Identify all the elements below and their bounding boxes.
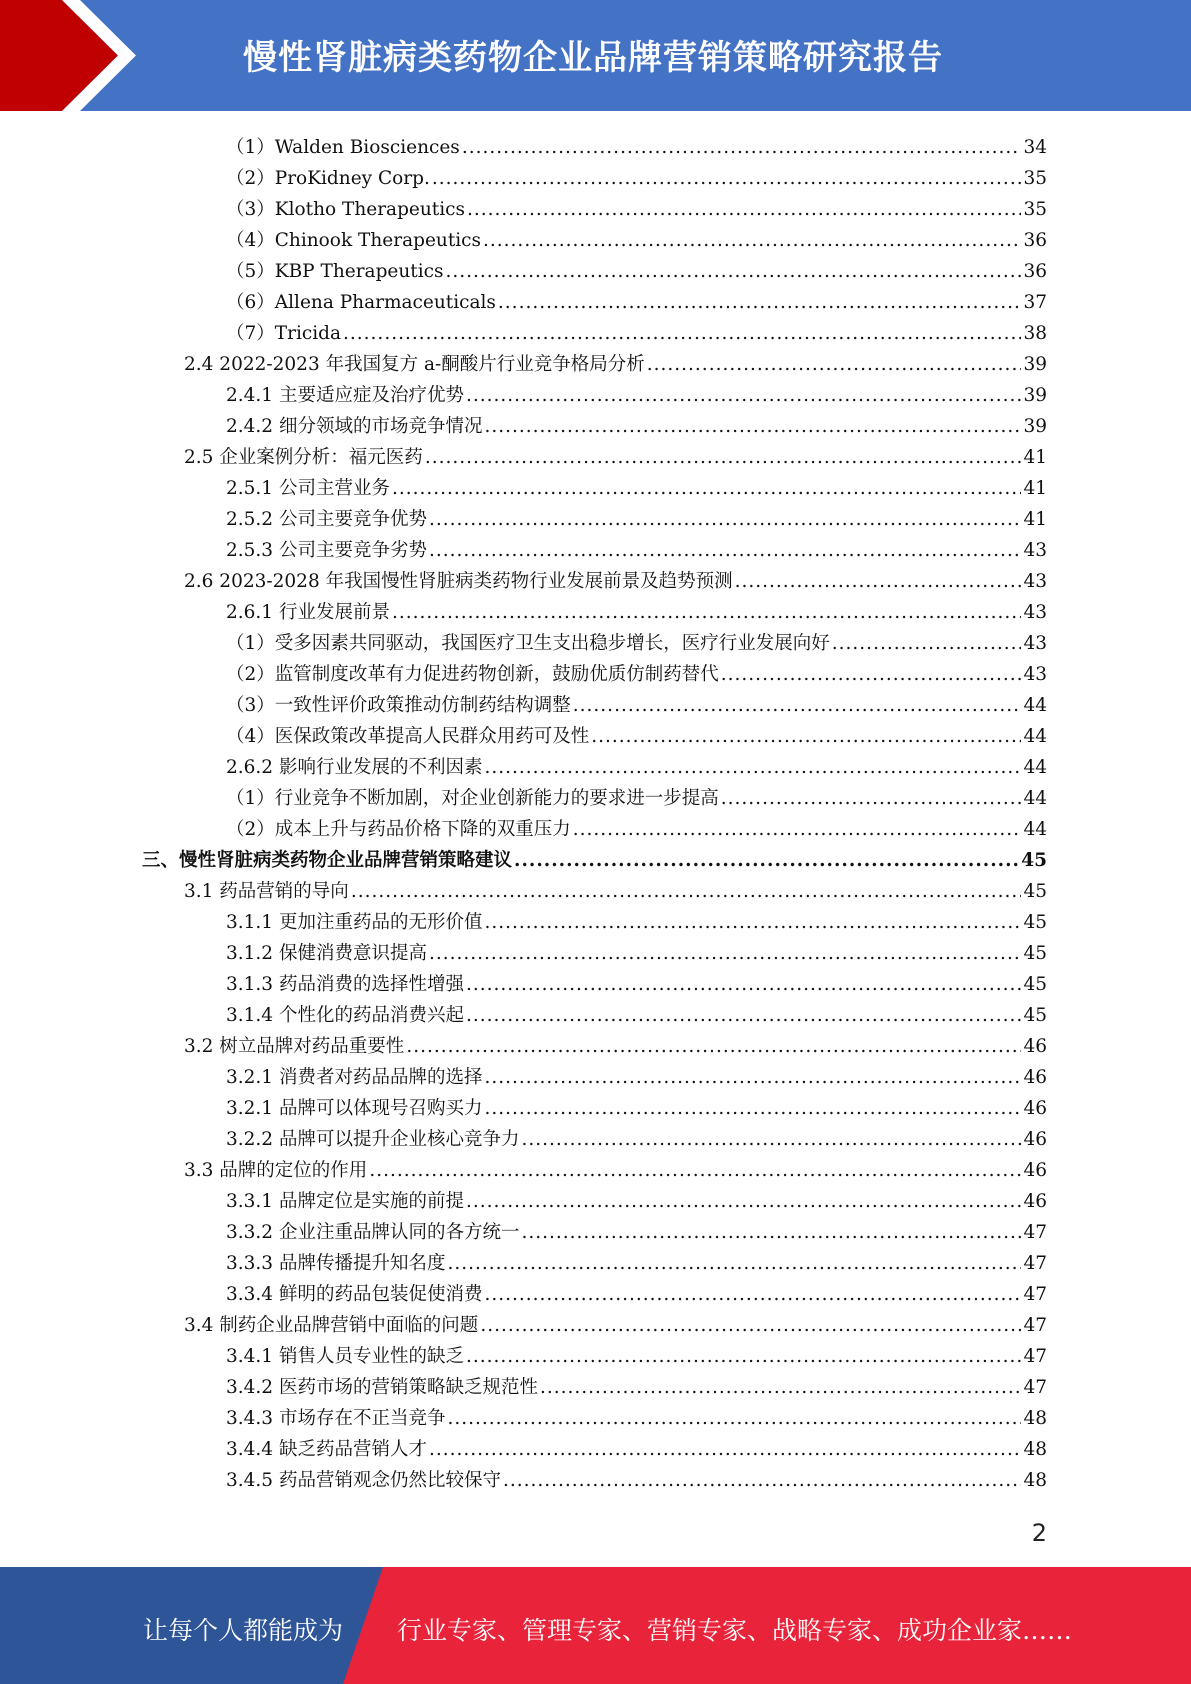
toc-entry[interactable] (184, 872, 1047, 903)
toc-entry[interactable] (226, 407, 1047, 438)
toc-dot-leader (503, 1470, 1021, 1492)
toc-entry-title: 3.4.1 销售人员专业性的缺乏 (226, 1346, 464, 1367)
toc-entry[interactable] (226, 934, 1047, 965)
toc-dot-leader (498, 292, 1022, 314)
toc-entry-page: 41 (1023, 509, 1047, 530)
toc-entry-page: 41 (1023, 447, 1047, 468)
toc-entry-page: 39 (1023, 416, 1047, 437)
toc-entry-title: （1）Walden Biosciences (226, 137, 460, 158)
toc-dot-leader (484, 912, 1021, 934)
toc-entry-page: 45 (1023, 974, 1047, 995)
toc-entry-page: 34 (1023, 137, 1047, 158)
toc-entry-title: 3.3 品牌的定位的作用 (184, 1160, 368, 1181)
toc-entry-title: （4）医保政策改革提高人民群众用药可及性 (226, 726, 590, 747)
toc-entry-page: 46 (1023, 1036, 1047, 1057)
toc-entry[interactable] (226, 1368, 1047, 1399)
toc-dot-leader (573, 819, 1022, 841)
toc-entry-page: 47 (1023, 1222, 1047, 1243)
toc-entry-page: 48 (1023, 1408, 1047, 1429)
toc-entry-page: 38 (1023, 323, 1047, 344)
toc-entry-page: 46 (1023, 1160, 1047, 1181)
toc-entry-title: （2）监管制度改革有力促进药物创新，鼓励优质仿制药替代 (226, 664, 719, 685)
toc-entry-page: 43 (1023, 571, 1047, 592)
toc-entry[interactable] (226, 1244, 1047, 1275)
toc-entry[interactable] (226, 717, 1047, 748)
toc-dot-leader (721, 788, 1022, 810)
toc-entry[interactable] (184, 1306, 1047, 1337)
toc-dot-leader (392, 602, 1021, 624)
toc-entry-page: 43 (1023, 602, 1047, 623)
toc-entry-title: （5）KBP Therapeutics (226, 261, 444, 282)
toc-dot-leader (406, 1036, 1021, 1058)
toc-dot-leader (351, 881, 1022, 903)
toc-dot-leader (484, 1067, 1021, 1089)
red-chevron-decoration (0, 0, 150, 111)
toc-entry[interactable] (226, 283, 1047, 314)
toc-entry-page: 43 (1023, 664, 1047, 685)
toc-entry-title: 3.1.3 药品消费的选择性增强 (226, 974, 464, 995)
toc-entry-title: 2.4 2022-2023 年我国复方 a-酮酸片行业竞争格局分析 (184, 354, 645, 375)
toc-dot-leader (721, 664, 1022, 686)
toc-dot-leader (480, 1315, 1021, 1337)
toc-entry-title: 3.4.3 市场存在不正当竞争 (226, 1408, 446, 1429)
toc-entry-page: 47 (1023, 1346, 1047, 1367)
toc-dot-leader (429, 509, 1021, 531)
toc-entry-page: 48 (1023, 1470, 1047, 1491)
report-title: 慢性肾脏病类药物企业品牌营销策略研究报告 (243, 38, 943, 78)
toc-entry[interactable] (226, 593, 1047, 624)
toc-entry-page: 41 (1023, 478, 1047, 499)
toc-dot-leader (466, 385, 1021, 407)
toc-entry[interactable] (226, 469, 1047, 500)
toc-entry[interactable] (184, 438, 1047, 469)
toc-dot-leader (466, 1005, 1021, 1027)
toc-dot-leader (392, 478, 1021, 500)
toc-dot-leader (343, 323, 1021, 345)
toc-dot-leader (484, 1098, 1021, 1120)
toc-dot-leader (521, 1222, 1021, 1244)
toc-entry-title: 2.4.1 主要适应症及治疗优势 (226, 385, 464, 406)
toc-entry-page: 47 (1023, 1253, 1047, 1274)
toc-entry[interactable] (226, 810, 1047, 841)
toc-dot-leader (647, 354, 1022, 376)
toc-dot-leader (429, 540, 1021, 562)
toc-entry-title: 2.5.1 公司主营业务 (226, 478, 390, 499)
toc-entry-page: 44 (1023, 695, 1047, 716)
toc-entry-page: 47 (1023, 1284, 1047, 1305)
toc-dot-leader (735, 571, 1022, 593)
toc-entry[interactable] (226, 1461, 1047, 1492)
toc-entry-title: 3.1.1 更加注重药品的无形价值 (226, 912, 483, 933)
toc-entry-page: 48 (1023, 1439, 1047, 1460)
toc-entry-title: （3）一致性评价政策推动仿制药结构调整 (226, 695, 571, 716)
toc-entry[interactable] (226, 1058, 1047, 1089)
toc-dot-leader (540, 1377, 1021, 1399)
toc-entry-page: 44 (1023, 726, 1047, 747)
toc-entry-title: 2.6.2 影响行业发展的不利因素 (226, 757, 483, 778)
toc-entry[interactable] (226, 531, 1047, 562)
toc-entry-page: 37 (1023, 292, 1047, 313)
toc-entry[interactable] (226, 128, 1047, 159)
toc-entry[interactable] (226, 1213, 1047, 1244)
page-number: 2 (1031, 1519, 1047, 1547)
toc-entry-title: 3.4.5 药品营销观念仍然比较保守 (226, 1470, 501, 1491)
toc-entry-title: 2.5.3 公司主要竞争劣势 (226, 540, 427, 561)
toc-entry-title: 3.3.3 品牌传播提升知名度 (226, 1253, 446, 1274)
toc-dot-leader (369, 1160, 1021, 1182)
toc-entry-title: 3.3.4 鲜明的药品包装促使消费 (226, 1284, 483, 1305)
toc-dot-leader (466, 974, 1021, 996)
toc-entry[interactable] (226, 655, 1047, 686)
toc-entry-title: （2）成本上升与药品价格下降的双重压力 (226, 819, 571, 840)
toc-entry-title: 2.4.2 细分领域的市场竞争情况 (226, 416, 483, 437)
toc-entry[interactable] (226, 779, 1047, 810)
toc-entry-title: 3.1.4 个性化的药品消费兴起 (226, 1005, 464, 1026)
toc-entry-page: 47 (1023, 1315, 1047, 1336)
toc-dot-leader (429, 943, 1021, 965)
toc-entry-page: 36 (1023, 261, 1047, 282)
toc-entry-title: 2.5.2 公司主要竞争优势 (226, 509, 427, 530)
toc-entry-page: 39 (1023, 354, 1047, 375)
toc-dot-leader (425, 447, 1022, 469)
toc-entry-page: 43 (1023, 540, 1047, 561)
footer-slogan-right: 行业专家、管理专家、营销专家、战略专家、成功企业家…… (397, 1616, 1073, 1645)
toc-entry[interactable] (226, 376, 1047, 407)
toc-dot-leader (462, 137, 1022, 159)
toc-entry-title: 3.2.1 品牌可以体现号召购买力 (226, 1098, 483, 1119)
toc-entry[interactable] (226, 252, 1047, 283)
toc-entry-title: （4）Chinook Therapeutics (226, 230, 482, 251)
footer-banner (0, 1567, 1191, 1684)
toc-entry[interactable] (226, 965, 1047, 996)
toc-entry[interactable] (226, 1182, 1047, 1213)
toc-entry-title: （2）ProKidney Corp. (226, 168, 430, 189)
toc-entry[interactable] (226, 1275, 1047, 1306)
header-banner (0, 0, 1191, 111)
toc-entry-title: 3.4.4 缺乏药品营销人才 (226, 1439, 427, 1460)
toc-dot-leader (484, 416, 1021, 438)
toc-entry[interactable] (226, 500, 1047, 531)
toc-chapter-entry[interactable] (142, 841, 1047, 872)
toc-entry-title: 三、慢性肾脏病类药物企业品牌营销策略建议 (142, 850, 513, 871)
toc-entry-title: 3.1.2 保健消费意识提高 (226, 943, 427, 964)
toc-entry-page: 44 (1023, 757, 1047, 778)
toc-entry[interactable] (226, 996, 1047, 1027)
toc-entry-page: 45 (1023, 943, 1047, 964)
toc-entry[interactable] (226, 903, 1047, 934)
toc-dot-leader (514, 850, 1019, 872)
toc-entry-page: 46 (1023, 1191, 1047, 1212)
toc-dot-leader (447, 1253, 1021, 1275)
toc-entry-page: 35 (1023, 199, 1047, 220)
toc-entry-title: 3.2.2 品牌可以提升企业核心竞争力 (226, 1129, 520, 1150)
toc-entry[interactable] (226, 159, 1047, 190)
toc-entry-page: 44 (1023, 819, 1047, 840)
toc-entry-title: 3.3.2 企业注重品牌认同的各方统一 (226, 1222, 520, 1243)
toc-entry[interactable] (226, 1089, 1047, 1120)
toc-entry-title: 3.2 树立品牌对药品重要性 (184, 1036, 405, 1057)
toc-entry-page: 45 (1021, 850, 1047, 871)
footer-slogan-left: 让每个人都能成为 (143, 1616, 344, 1645)
toc-entry-title: 3.4.2 医药市场的营销策略缺乏规范性 (226, 1377, 538, 1398)
toc-entry-title: 2.6 2023-2028 年我国慢性肾脏病类药物行业发展前景及趋势预测 (184, 571, 733, 592)
toc-entry-page: 47 (1023, 1377, 1047, 1398)
toc-dot-leader (429, 1439, 1021, 1461)
toc-dot-leader (466, 1346, 1021, 1368)
toc-entry-title: 2.6.1 行业发展前景 (226, 602, 390, 623)
toc-entry-title: 2.5 企业案例分析：福元医药 (184, 447, 423, 468)
toc-entry[interactable] (226, 1399, 1047, 1430)
toc-entry[interactable] (226, 190, 1047, 221)
toc-dot-leader (447, 1408, 1021, 1430)
toc-dot-leader (484, 1284, 1021, 1306)
toc-entry[interactable] (226, 1337, 1047, 1368)
toc-entry[interactable] (226, 686, 1047, 717)
toc-entry[interactable] (184, 1027, 1047, 1058)
toc-dot-leader (446, 261, 1022, 283)
toc-entry-title: （7）Tricida (226, 323, 342, 344)
toc-entry-page: 44 (1023, 788, 1047, 809)
toc-entry[interactable] (226, 748, 1047, 779)
toc-entry[interactable] (226, 1120, 1047, 1151)
toc-entry-title: （1）行业竞争不断加剧，对企业创新能力的要求进一步提高 (226, 788, 719, 809)
toc-entry-title: 3.1 药品营销的导向 (184, 881, 349, 902)
toc-entry[interactable] (184, 345, 1047, 376)
toc-entry-page: 46 (1023, 1098, 1047, 1119)
toc-dot-leader (832, 633, 1022, 655)
toc-entry-title: （6）Allena Pharmaceuticals (226, 292, 496, 313)
toc-entry[interactable] (226, 624, 1047, 655)
toc-entry-title: 3.4 制药企业品牌营销中面临的问题 (184, 1315, 479, 1336)
toc-dot-leader (484, 757, 1021, 779)
toc-entry[interactable] (226, 221, 1047, 252)
toc-dot-leader (521, 1129, 1021, 1151)
toc-entry-page: 45 (1023, 881, 1047, 902)
toc-entry[interactable] (184, 562, 1047, 593)
toc-entry-page: 45 (1023, 912, 1047, 933)
toc-dot-leader (432, 168, 1022, 190)
toc-entry-title: 3.3.1 品牌定位是实施的前提 (226, 1191, 464, 1212)
toc-dot-leader (591, 726, 1021, 748)
toc-dot-leader (467, 199, 1021, 221)
toc-entry-page: 45 (1023, 1005, 1047, 1026)
toc-entry[interactable] (184, 1151, 1047, 1182)
toc-entry-title: （3）Klotho Therapeutics (226, 199, 466, 220)
toc-entry[interactable] (226, 1430, 1047, 1461)
toc-dot-leader (483, 230, 1021, 252)
toc-entry-page: 36 (1023, 230, 1047, 251)
toc-entry-page: 43 (1023, 633, 1047, 654)
toc-dot-leader (466, 1191, 1021, 1213)
toc-entry-title: （1）受多因素共同驱动，我国医疗卫生支出稳步增长，医疗行业发展向好 (226, 633, 830, 654)
toc-dot-leader (573, 695, 1022, 717)
toc-entry[interactable] (226, 314, 1047, 345)
toc-entry-page: 46 (1023, 1067, 1047, 1088)
toc-entry-page: 39 (1023, 385, 1047, 406)
toc-entry-title: 3.2.1 消费者对药品品牌的选择 (226, 1067, 483, 1088)
toc-entry-page: 46 (1023, 1129, 1047, 1150)
toc-entry-page: 35 (1023, 168, 1047, 189)
